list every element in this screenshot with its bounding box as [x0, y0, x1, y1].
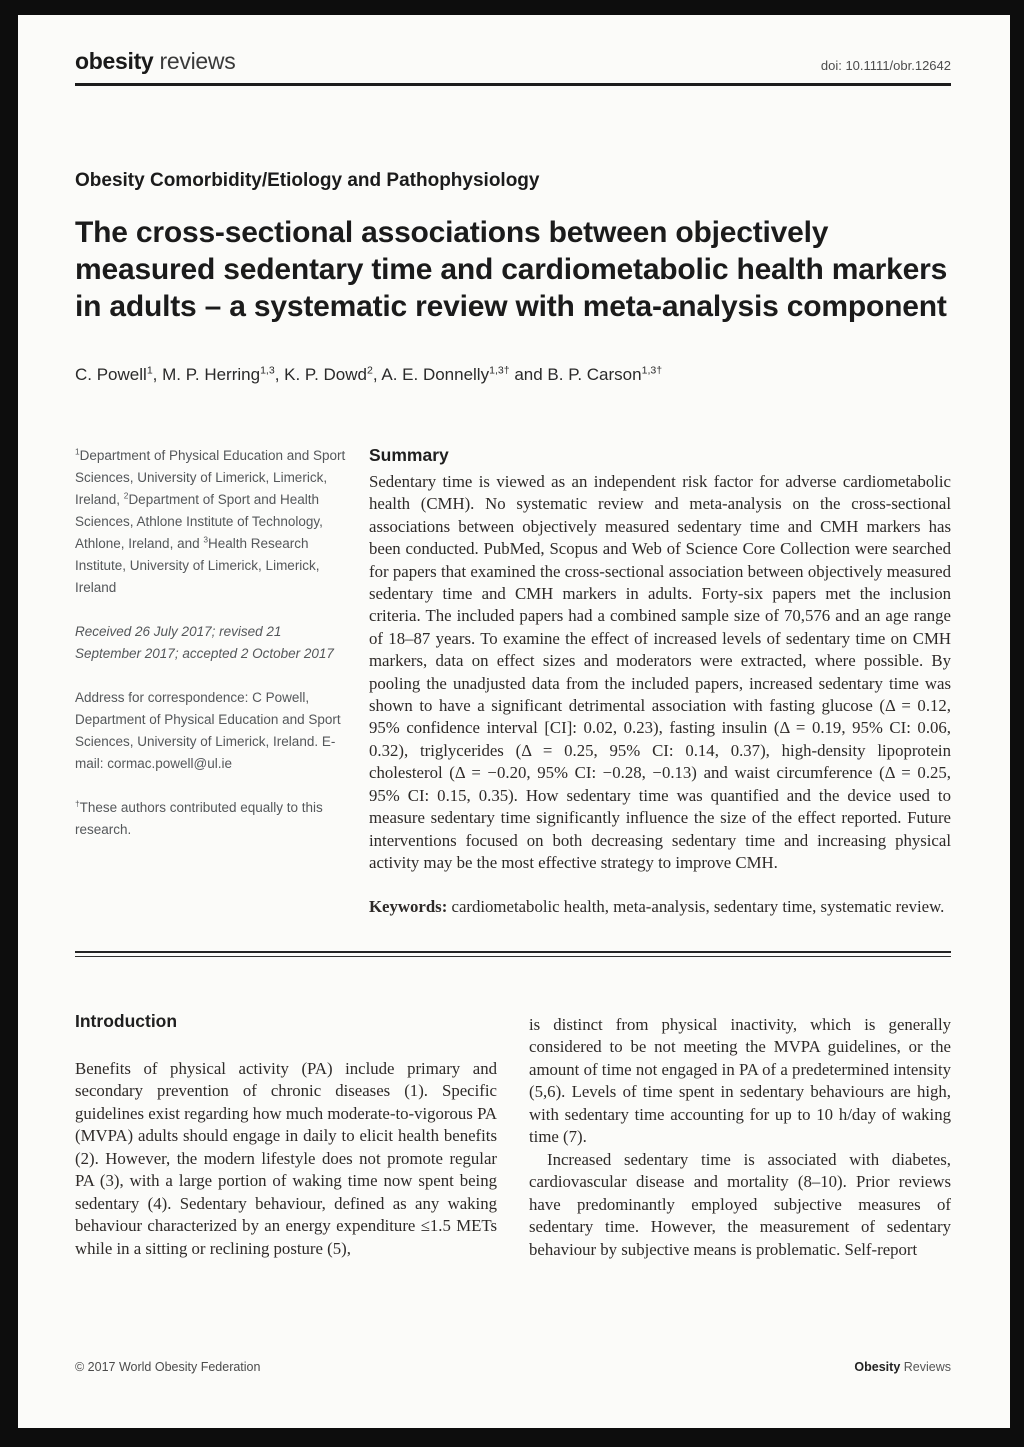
- text-run: These authors contributed equally to this research.: [75, 800, 323, 837]
- superscript: 3: [203, 534, 208, 545]
- text-run: Department of Physical Education and Sport Sciences, University of Limerick, Limerick, Ireland,: [75, 448, 346, 507]
- superscript: 1: [146, 364, 153, 377]
- text-run: C. Powell: [75, 365, 147, 384]
- paragraph: Increased sedentary time is associated with diabetes, cardiovascular disease and mortality (8–10). Prior reviews have predominantly employed subjective measures of sedentary time. However, the measurement of sedentary behaviour by subjective means is problematic. Self-report: [529, 1149, 951, 1259]
- journal-name-light: reviews: [153, 48, 236, 74]
- keywords-line: [369, 896, 951, 918]
- page-header: [75, 48, 951, 75]
- section-heading: Obesity Comorbidity/Etiology and Pathophysiology: [75, 170, 540, 191]
- text-run: , A. E. Donnelly: [372, 365, 490, 384]
- page-footer: [75, 1360, 951, 1374]
- doi-label: doi: 10.1111/obr.12642: [820, 58, 951, 73]
- intro-right-paragraphs: [529, 1014, 951, 1262]
- journal-name: [75, 48, 235, 75]
- footer-copyright: © 2017 World Obesity Federation: [75, 1360, 261, 1374]
- summary-section: [369, 445, 951, 919]
- summary-heading: Summary: [369, 445, 449, 465]
- keywords-text: cardiometabolic health, meta-analysis, sedentary time, systematic review.: [447, 897, 945, 917]
- abstract-region: [75, 445, 951, 919]
- summary-body: Sedentary time is viewed as an independent risk factor for adverse cardiometabolic health (CMH). No systematic review and meta-analysis on the cross-sectional associations between objectively measured sedentary time and CMH markers has been conducted. PubMed, Scopus and Web of Science Core Collection were searched for papers that examined the cross-sectional association between objectively measured sedentary time and CMH markers in adults. Forty-six papers met the inclusion criteria. The included papers had a combined sample size of 70,576 and an age range of 18–87 years. To examine the effect of increased levels of sedentary time on CMH markers, data on effect sizes and moderators were extracted, where possible. By pooling the unadjusted data from the included papers, increased sedentary time was shown to have a significant detrimental association with fasting glucose (Δ = 0.12, 95% confidence interval [CI]: 0.02, 0.23), fasting insulin (Δ = 0.19, 95% CI: 0.06, 0.32), triglycerides (Δ = 0.25, 95% CI: 0.14, 0.37), high-density lipoprotein cholesterol (Δ = −0.20, 95% CI: −0.28, −0.13) and waist circumference (Δ = 0.25, 95% CI: 0.15, 0.35). How sedentary time was quantified and the device used to measure sedentary time significantly influence the size of the effect reported. Future interventions focused on both decreasing sedentary time and increasing physical activity may be the most effective strategy to improve CMH.: [369, 472, 951, 872]
- journal-name-bold: obesity: [75, 48, 154, 74]
- authors-line: [75, 365, 951, 385]
- footer-journal-light: Reviews: [900, 1360, 951, 1374]
- superscript: 1,3†: [489, 364, 510, 377]
- introduction-section: [75, 1011, 951, 1262]
- superscript: †: [75, 798, 80, 809]
- superscript: 1,3: [260, 364, 275, 377]
- intro-column-left: [75, 1011, 497, 1262]
- text-run: Department of Sport and Health Sciences, Athlone Institute of Technology, Athlone, Ireland, and: [75, 492, 323, 551]
- article-sidebar: [75, 445, 347, 919]
- superscript: 2: [123, 490, 129, 501]
- text-run: Health Research Institute, University of Limerick, Limerick, Ireland: [75, 536, 320, 595]
- text-run: and B. P. Carson: [509, 365, 642, 384]
- header-rule: [75, 83, 951, 86]
- article-title: The cross-sectional associations between objectively measured sedentary time and cardiometabolic health markers in adults – a systematic review with meta-analysis component: [75, 216, 948, 323]
- text-run: , M. P. Herring: [152, 365, 261, 384]
- paragraph: is distinct from physical inactivity, which is generally considered to be not meeting the MVPA guidelines, or the amount of time not engaged in PA of a predetermined intensity (5,6). Levels of time spent in sedentary behaviours are high, with sedentary time accounting for up to 10 h/day of waking time (7).: [529, 1014, 951, 1147]
- intro-column-right: [529, 1011, 951, 1262]
- footer-journal-bold: Obesity: [854, 1360, 901, 1374]
- superscript: 1: [75, 446, 80, 457]
- correspondence-address: Address for correspondence: C Powell, Department of Physical Education and Sport Sciences, University of Limerick, Ireland. E-mail: cormac.powell@ul.ie: [75, 690, 341, 771]
- received-dates: Received 26 July 2017; revised 21 September 2017; accepted 2 October 2017: [75, 624, 334, 661]
- paper-page: [18, 15, 1010, 1428]
- paragraph: Benefits of physical activity (PA) include primary and secondary prevention of chronic diseases (1). Specific guidelines exist regarding how much moderate-to-vigorous PA (MVPA) adults should engage in daily to elicit health benefits (2). However, the modern lifestyle does not promote regular PA (3), with a large portion of waking time now spent being sedentary (4). Sedentary behaviour, defined as any waking behaviour characterized by an energy expenditure ≤1.5 METs while in a sitting or reclining posture (5),: [75, 1058, 497, 1258]
- superscript: 2: [367, 364, 373, 377]
- affiliations: [75, 445, 347, 599]
- keywords-label: Keywords:: [369, 897, 448, 917]
- superscript: 1,3†: [641, 364, 663, 377]
- footer-journal: [854, 1360, 951, 1374]
- intro-left-paragraphs: [75, 1058, 497, 1261]
- contribution-note: [75, 797, 347, 841]
- section-divider: [75, 951, 951, 957]
- text-run: , K. P. Dowd: [274, 365, 367, 384]
- introduction-heading: Introduction: [75, 1010, 178, 1031]
